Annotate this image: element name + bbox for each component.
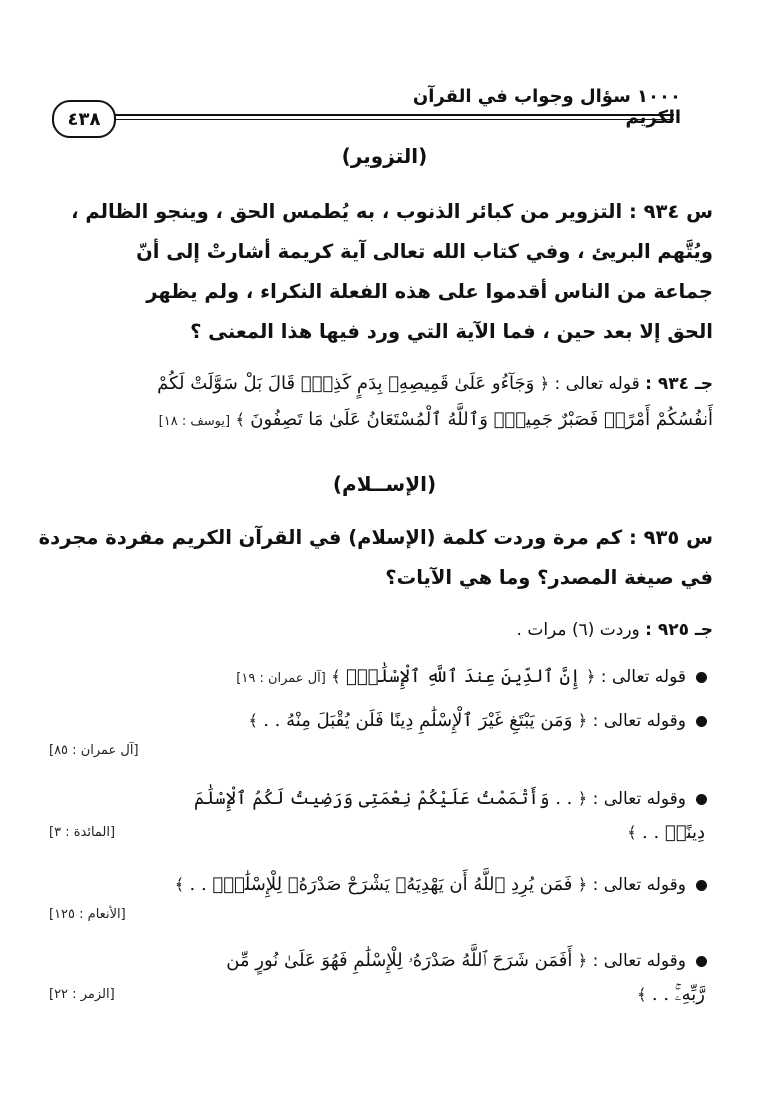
verse-open-bracket: ﴿ <box>577 951 588 970</box>
question-line: في صيغة المصدر؟ وما هي الآيات؟ <box>385 566 713 589</box>
verse-text: فَمَن يُرِدِ ٱللَّهُ أَن يَهْدِيَهُۥ يَشْرَحْ صَدْرَهُۥ لِلْإِسْلَٰمِۖ . . <box>189 874 573 895</box>
verse-text: . . وَأَتْمَمْتُ عَلَيْكُمْ نِعْمَتِى وَرَضِيتُ لَكُمُ ٱلْإِسْلَٰمَ <box>193 788 573 809</box>
verse-open-bracket: ﴿ <box>577 789 588 808</box>
verse-reference: [المائدة : ٣] <box>49 825 116 840</box>
verse-item-line <box>43 660 707 696</box>
answer-text: وردت (٦) مرات . <box>516 620 640 640</box>
verse-intro: وقوله تعالى : <box>592 875 686 895</box>
verse-text: دِينًاۚ . . <box>642 822 705 843</box>
answer-935 <box>49 612 713 648</box>
question-text: كم مرة وردت كلمة (الإسلام) في القرآن الكريم مفردة مجردة <box>38 526 623 549</box>
bullet-icon <box>696 672 707 683</box>
question-line <box>38 518 713 558</box>
verse-intro: وقوله تعالى : <box>592 711 686 731</box>
verse-list-item <box>43 944 707 1012</box>
answer-line <box>49 612 713 648</box>
page-number: ٤٣٨ <box>52 100 116 138</box>
verse-item-line <box>43 816 707 850</box>
verse-item-line <box>43 944 707 978</box>
question-934 <box>49 192 713 352</box>
verse-intro: وقوله تعالى : <box>592 789 686 809</box>
verse-item-line <box>43 704 707 738</box>
verse-item-line <box>43 868 707 902</box>
bullet-icon <box>696 716 707 727</box>
verse-close-bracket: ﴾ <box>174 875 185 894</box>
bullet-icon <box>696 794 707 805</box>
verse-intro: قوله تعالى : <box>600 667 686 687</box>
header-rule <box>112 114 674 116</box>
verse-list-item <box>43 782 707 850</box>
answer-line <box>49 366 713 402</box>
verse-close-bracket: ﴾ <box>627 823 637 842</box>
question-text: التزوير من كبائر الذنوب ، به يُطمس الحق ، وينجو الظالم ، <box>71 200 623 223</box>
verse-reference: [يوسف : ١٨] <box>158 414 231 429</box>
verse-item-line <box>43 978 707 1012</box>
verse-text: وَجَآءُو عَلَىٰ قَمِيصِهِۦ بِدَمٍ كَذِبٍۚ قَالَ بَلْ سَوَّلَتْ لَكُمْ <box>157 373 535 394</box>
bullet-icon <box>696 956 707 967</box>
verse-close-bracket: ﴾ <box>248 711 258 730</box>
verse-close-bracket: ﴾ <box>637 985 647 1004</box>
question-line: جماعة من الناس أقدموا على هذه الفعلة النكراء ، ولم يظهر <box>146 280 713 303</box>
verse-text: وَمَن يَبْتَغِ غَيْرَ ٱلْإِسْلَٰمِ دِينًا فَلَن يُقْبَلَ مِنْهُ . . <box>263 710 573 731</box>
verse-list-item <box>43 660 707 696</box>
verse-reference: [الزمر : ٢٢] <box>49 987 115 1002</box>
answer-label: جـ ٩٣٤ : <box>645 374 713 394</box>
question-line <box>49 192 713 232</box>
verse-text: رَّبِّهِۦۚ . . <box>651 984 705 1005</box>
answer-intro: قوله تعالى : <box>554 374 640 394</box>
verse-list-item <box>43 704 707 764</box>
verse-text: إِنَّ ٱلدِّينَ عِندَ ٱللَّهِ ٱلْإِسْلَٰمُۗ <box>346 666 581 687</box>
question-line: الحق إلا بعد حين ، فما الآية التي ورد فيها هذا المعنى ؟ <box>190 320 713 343</box>
verse-text: أَنفُسُكُمْ أَمْرًاۖ فَصَبْرٌ جَمِيلٌۖ وَٱللَّهُ ٱلْمُسْتَعَانُ عَلَىٰ مَا تَصِفُونَ <box>250 409 713 430</box>
question-label: س ٩٣٤ : <box>628 200 713 223</box>
header-rule-thin <box>112 119 674 120</box>
verse-open-bracket: ﴿ <box>539 374 550 393</box>
verse-reference: [آل عمران : ١٩] <box>236 671 326 686</box>
verse-reference: [الأنعام : ١٢٥] <box>49 907 126 922</box>
verse-list-item <box>43 868 707 928</box>
answer-line <box>49 402 713 438</box>
answer-934 <box>49 366 713 438</box>
verse-intro: وقوله تعالى : <box>592 951 686 971</box>
verse-close-bracket: ﴾ <box>331 667 341 686</box>
section-heading: (التزوير) <box>341 144 428 168</box>
question-935 <box>38 518 713 598</box>
answer-label: جـ ٩٢٥ : <box>645 620 713 640</box>
verse-open-bracket: ﴿ <box>577 875 588 894</box>
verse-item-line <box>43 782 707 816</box>
verse-text: أَفَمَن شَرَحَ ٱللَّهُ صَدْرَهُۥ لِلْإِسْلَٰمِ فَهُوَ عَلَىٰ نُورٍ مِّن <box>226 950 573 971</box>
running-header-title: ١٠٠٠ سؤال وجواب في القرآن الكريم <box>412 86 681 128</box>
section-heading: (الإســلام) <box>332 472 437 496</box>
question-line: ويُتَّهم البريئ ، وفي كتاب الله تعالى آية كريمة أشارتْ إلى أنّ <box>136 240 713 263</box>
question-label: س ٩٣٥ : <box>628 526 713 549</box>
verse-close-bracket: ﴾ <box>235 410 245 429</box>
verse-open-bracket: ﴿ <box>586 667 596 686</box>
verse-open-bracket: ﴿ <box>577 711 588 730</box>
verse-reference: [آل عمران : ٨٥] <box>49 743 139 758</box>
bullet-icon <box>696 880 707 891</box>
